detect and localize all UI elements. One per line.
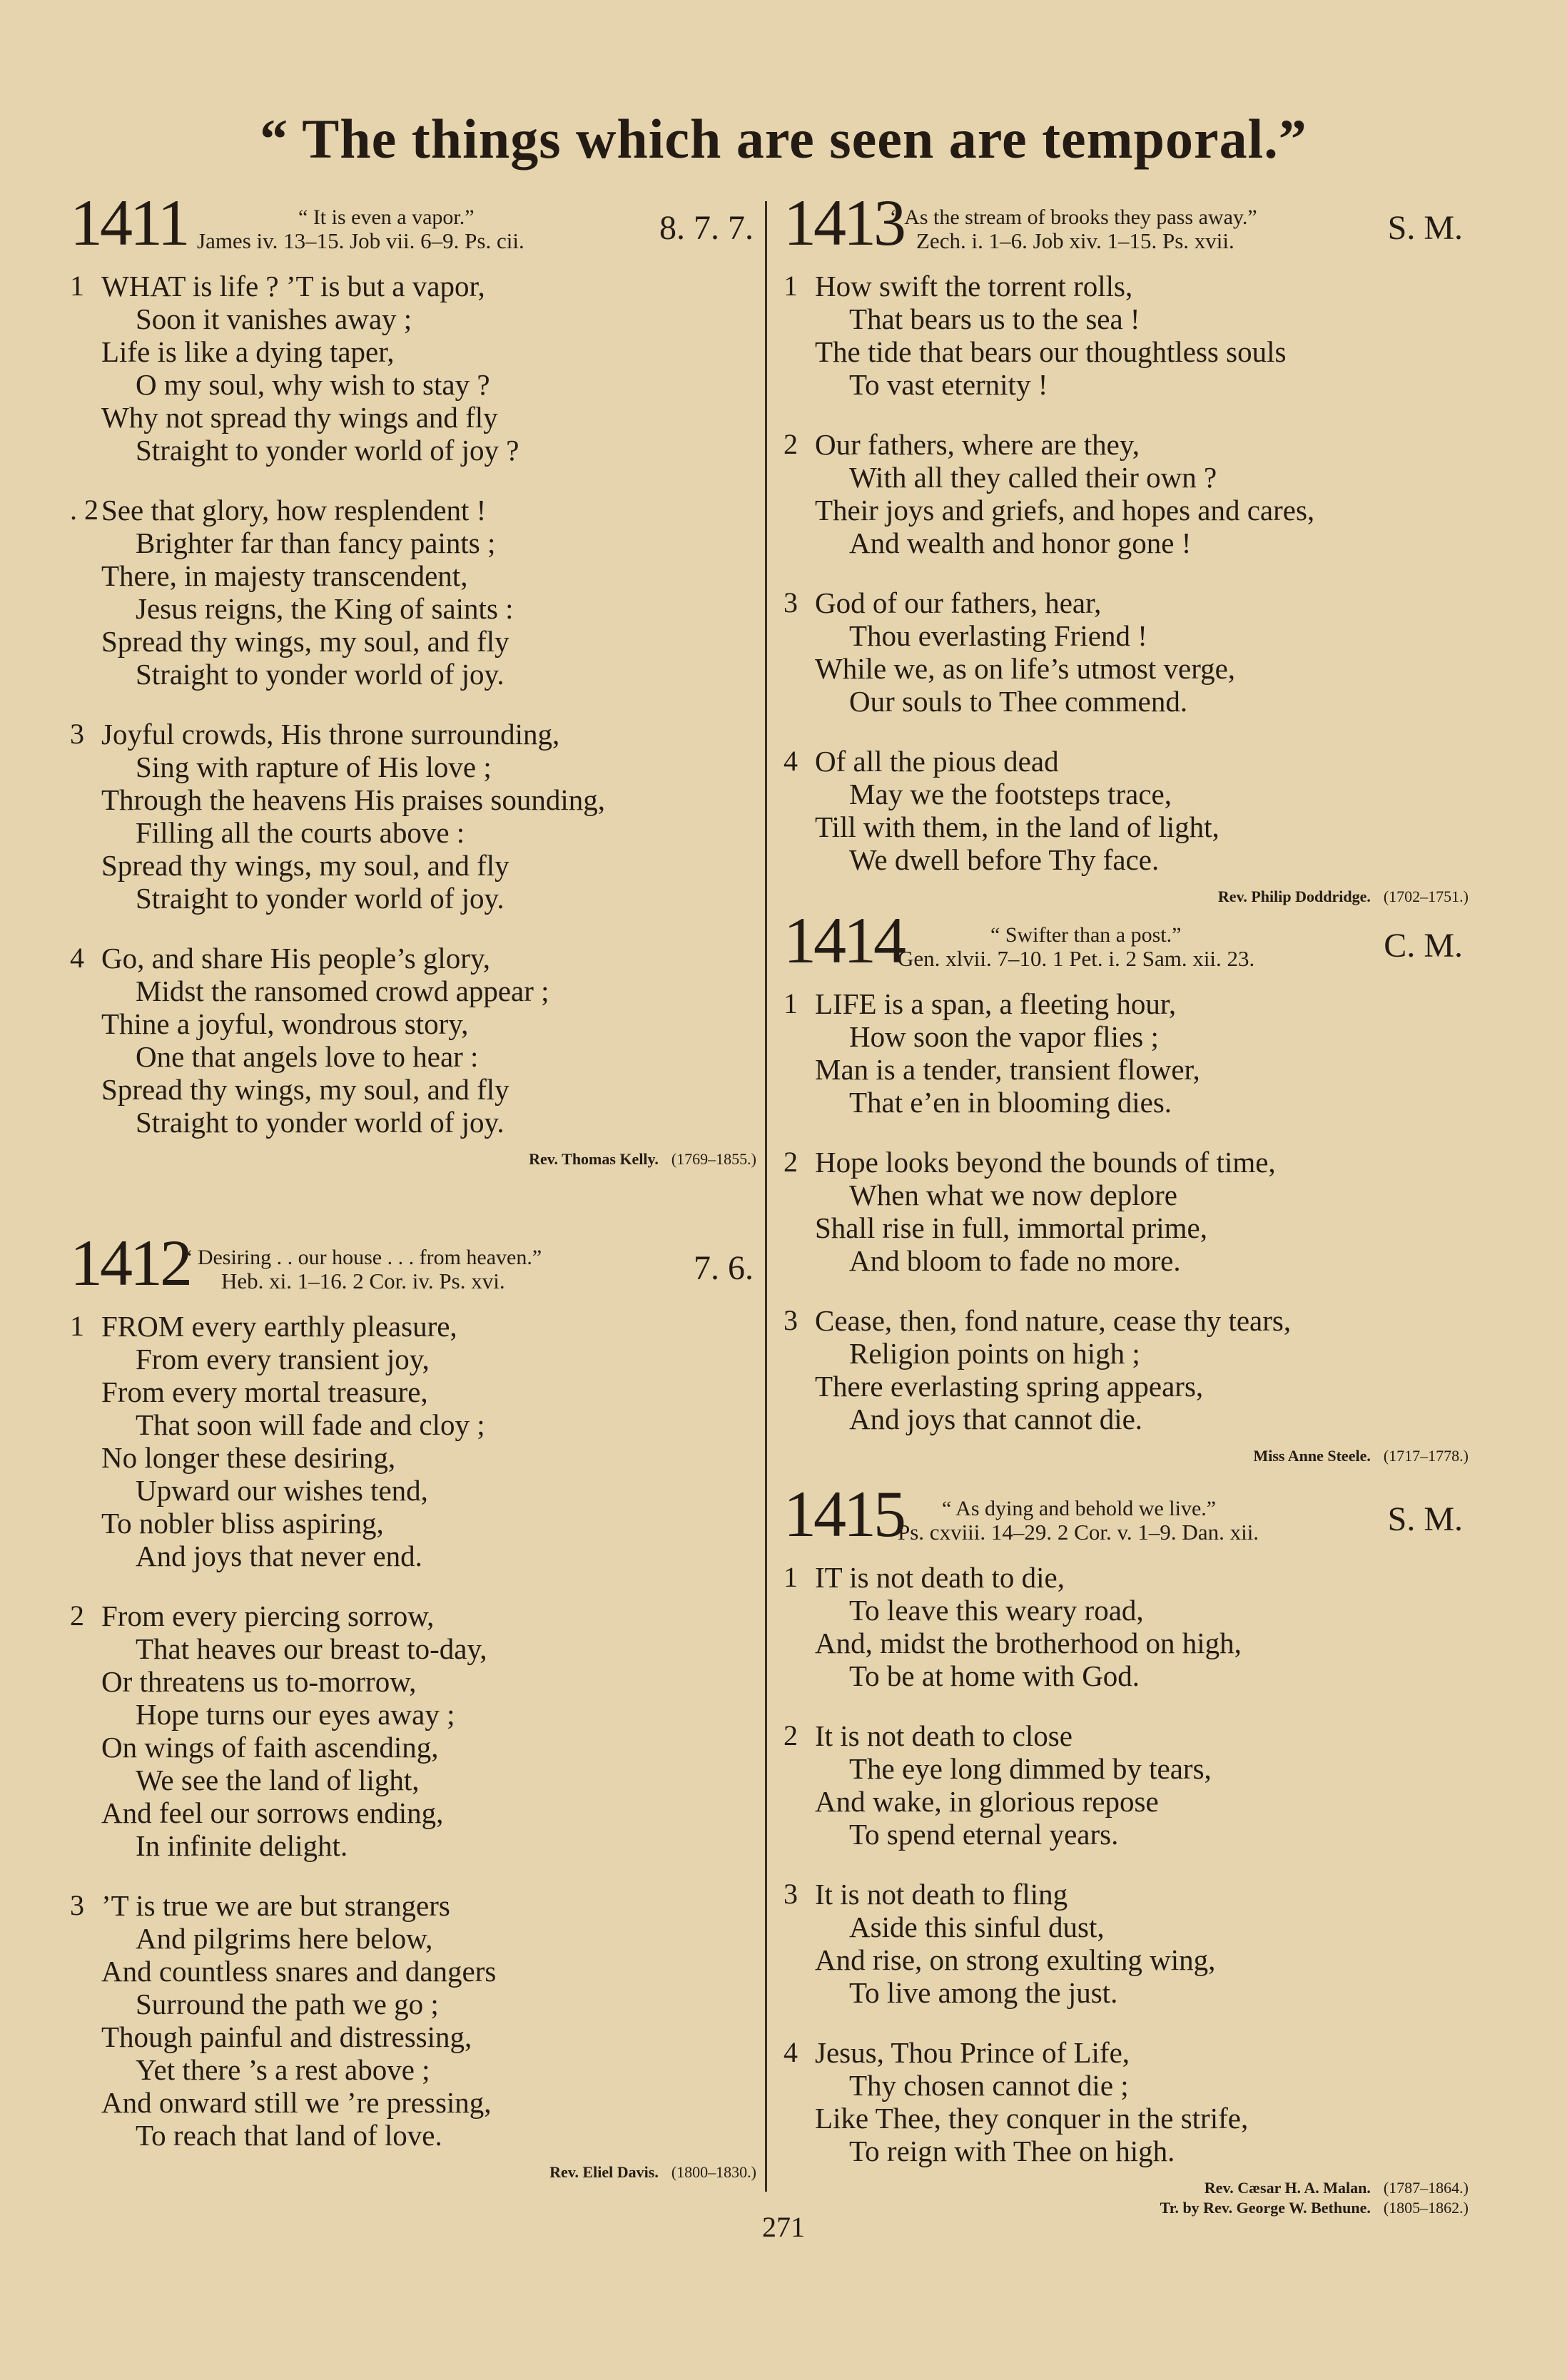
verse-line: On wings of faith ascending, — [101, 1731, 439, 1764]
verse-line: And rise, on strong exulting wing, — [815, 1943, 1216, 1976]
stanza — [70, 494, 756, 691]
hymn-scripture-refs: James iv. 13–15. Job vii. 6–9. Ps. cii. — [197, 228, 524, 253]
stanza — [70, 270, 756, 467]
verse-line: The eye long dimmed by tears, — [849, 1752, 1212, 1785]
verse-line: From every mortal treasure, — [101, 1375, 428, 1408]
stanza-number: 2 — [784, 1719, 798, 1751]
hymn-epigraph: “ It is even a vapor.” — [298, 205, 475, 229]
verse-line: Shall rise in full, immortal prime, — [815, 1211, 1207, 1244]
stanza — [784, 2036, 1469, 2167]
stanza-number: 3 — [70, 718, 84, 750]
verse-line: It is not death to fling — [815, 1878, 1068, 1911]
verse-line: And countless snares and dangers — [101, 1955, 497, 1988]
hymn-meter: S. M. — [1387, 1500, 1463, 1538]
verse-line: Spread thy wings, my soul, and fly — [101, 625, 509, 658]
verse-line: Straight to yonder world of joy ? — [136, 434, 519, 467]
verse-line: IT is not death to die, — [815, 1561, 1065, 1594]
verse-line: And joys that cannot die. — [849, 1403, 1143, 1435]
stanza — [784, 428, 1469, 559]
stanza-number: 2 — [70, 1600, 84, 1632]
verse-line: With all they called their own ? — [849, 461, 1217, 494]
verse-line: To reach that land of love. — [136, 2119, 442, 2152]
author-name: Miss Anne Steele. — [1253, 1447, 1371, 1465]
hymn-meter: 8. 7. 7. — [659, 209, 754, 247]
verse-line: And pilgrims here below, — [136, 1922, 433, 1955]
author-attribution — [70, 2163, 756, 2182]
verse-line: No longer these desiring, — [101, 1441, 396, 1474]
stanza-number: 3 — [70, 1889, 84, 1921]
hymn-scripture-refs: Heb. xi. 1–16. 2 Cor. iv. Ps. xvi. — [221, 1268, 505, 1293]
hymn-epigraph: “ Desiring . . our house . . . from heaven.” — [183, 1246, 542, 1269]
verse-line: Thou everlasting Friend ! — [849, 619, 1147, 652]
stanza-number: 1 — [784, 270, 798, 302]
verse-line: How swift the torrent rolls, — [815, 270, 1133, 302]
verse-line: Like Thee, they conquer in the strife, — [815, 2102, 1249, 2135]
verse-line: Of all the pious dead — [815, 745, 1059, 778]
verse-line: From every piercing sorrow, — [101, 1600, 435, 1632]
stanza-number: 4 — [70, 942, 84, 974]
verse-line: Hope turns our eyes away ; — [136, 1698, 455, 1731]
verse-line: Spread thy wings, my soul, and fly — [101, 1073, 509, 1106]
verse-line: LIFE is a span, a fleeting hour, — [815, 987, 1177, 1020]
verse-line: That e’en in blooming dies. — [849, 1086, 1172, 1119]
stanza-number: 2 — [784, 428, 798, 460]
verse-line: We dwell before Thy face. — [849, 843, 1160, 876]
stanza-number: 4 — [784, 745, 798, 777]
author-name: Tr. by Rev. George W. Bethune. — [1160, 2199, 1371, 2217]
hymn-number: 1415 — [784, 1478, 903, 1550]
author-attribution — [70, 1150, 756, 1169]
verse-line: And onward still we ’re pressing, — [101, 2086, 492, 2119]
hymn-epigraph: “ Swifter than a post.” — [990, 923, 1182, 947]
verse-line: Man is a tender, transient flower, — [815, 1053, 1200, 1086]
verse-line: To spend eternal years. — [849, 1818, 1119, 1851]
hymn-number: 1414 — [784, 904, 903, 977]
verse-line: When what we now deplore — [849, 1179, 1177, 1211]
author-years: (1800–1830.) — [671, 2163, 756, 2181]
stanza-number: 1 — [784, 1561, 798, 1593]
verse-line: To reign with Thee on high. — [849, 2135, 1175, 2167]
verse-line: We see the land of light, — [136, 1764, 420, 1796]
stanza — [784, 1561, 1469, 1692]
verse-line: Their joys and griefs, and hopes and cares, — [815, 494, 1315, 527]
hymn-1411 — [70, 186, 756, 1169]
verse-line: ’T is true we are but strangers — [101, 1889, 450, 1922]
verse-line: That heaves our breast to-day, — [136, 1632, 487, 1665]
hymn-meter: C. M. — [1384, 927, 1463, 965]
column-divider — [765, 201, 767, 2192]
stanza — [784, 1304, 1469, 1435]
author-attribution — [784, 2179, 1469, 2197]
verse-line: And bloom to fade no more. — [849, 1244, 1181, 1277]
stanza-number: . 2 — [70, 494, 98, 526]
stanza — [784, 586, 1469, 718]
verse-line: Spread thy wings, my soul, and fly — [101, 849, 509, 882]
verse-line: O my soul, why wish to stay ? — [136, 368, 490, 401]
verse-line: Hope looks beyond the bounds of time, — [815, 1146, 1276, 1179]
stanza — [784, 1719, 1469, 1851]
verse-line: Life is like a dying taper, — [101, 335, 395, 368]
stanza-number: 1 — [70, 1310, 84, 1342]
verse-line: And feel our sorrows ending, — [101, 1796, 444, 1829]
stanza — [784, 1146, 1469, 1277]
stanza-number: 4 — [784, 2036, 798, 2068]
verse-line: To live among the just. — [849, 1976, 1118, 2009]
hymn-scripture-refs: Zech. i. 1–6. Job xiv. 1–15. Ps. xvii. — [916, 228, 1234, 253]
author-years: (1805–1862.) — [1383, 2199, 1469, 2217]
author-name: Rev. Cæsar H. A. Malan. — [1204, 2179, 1371, 2197]
verse-line: Surround the path we go ; — [136, 1988, 439, 2020]
verse-line: Straight to yonder world of joy. — [136, 882, 504, 915]
verse-line: In infinite delight. — [136, 1829, 348, 1862]
verse-line: God of our fathers, hear, — [815, 586, 1102, 619]
hymn-meter: S. M. — [1387, 209, 1463, 247]
verse-line: To be at home with God. — [849, 1659, 1140, 1692]
verse-line: And, midst the brotherhood on high, — [815, 1627, 1242, 1659]
stanza-number: 2 — [784, 1146, 798, 1178]
stanza-number: 3 — [784, 1878, 798, 1910]
verse-line: Joyful crowds, His throne surrounding, — [101, 718, 560, 751]
verse-line: To nobler bliss aspiring, — [101, 1507, 384, 1540]
verse-line: WHAT is life ? ’T is but a vapor, — [101, 270, 485, 302]
verse-line: And joys that never end. — [136, 1540, 422, 1572]
stanza — [784, 270, 1469, 401]
verse-line: Jesus reigns, the King of saints : — [136, 592, 514, 625]
verse-line: Midst the ransomed crowd appear ; — [136, 975, 549, 1007]
verse-line: Why not spread thy wings and fly — [101, 401, 498, 434]
verse-line: Religion points on high ; — [849, 1337, 1140, 1370]
verse-line: That bears us to the sea ! — [849, 302, 1140, 335]
verse-line: One that angels love to hear : — [136, 1040, 479, 1073]
verse-line: See that glory, how resplendent ! — [101, 494, 487, 527]
verse-line: FROM every earthly pleasure, — [101, 1310, 457, 1343]
stanza-number: 1 — [784, 987, 798, 1019]
verse-line: Though painful and distressing, — [101, 2020, 472, 2053]
verse-line: Thy chosen cannot die ; — [849, 2069, 1129, 2102]
author-years: (1787–1864.) — [1383, 2179, 1469, 2197]
verse-line: Thine a joyful, wondrous story, — [101, 1007, 469, 1040]
stanza-number: 3 — [784, 586, 798, 619]
author-name: Rev. Thomas Kelly. — [529, 1150, 659, 1168]
hymn-epigraph: “ As dying and behold we live.” — [942, 1497, 1217, 1520]
verse-line: The tide that bears our thoughtless souls — [815, 335, 1287, 368]
author-years: (1702–1751.) — [1383, 888, 1469, 905]
author-name: Rev. Philip Doddridge. — [1217, 888, 1371, 905]
stanza — [784, 987, 1469, 1119]
verse-line: Through the heavens His praises sounding, — [101, 783, 605, 816]
hymn-epigraph: “ As the stream of brooks they pass away.” — [891, 205, 1257, 229]
hymn-1415 — [784, 1478, 1469, 2217]
hymn-scripture-refs: Ps. cxviii. 14–29. 2 Cor. v. 1–9. Dan. xii. — [898, 1520, 1259, 1545]
stanza — [784, 1878, 1469, 2009]
stanza — [70, 1600, 756, 1862]
stanza — [70, 1310, 756, 1572]
verse-line: May we the footsteps trace, — [849, 778, 1172, 810]
stanza — [784, 745, 1469, 876]
verse-line: To vast eternity ! — [849, 368, 1048, 401]
verse-line: How soon the vapor flies ; — [849, 1020, 1159, 1053]
verse-line: Aside this sinful dust, — [849, 1911, 1105, 1943]
hymn-scripture-refs: Gen. xlvii. 7–10. 1 Pet. i. 2 Sam. xii. 23. — [898, 946, 1255, 971]
stanza-number: 3 — [784, 1304, 798, 1336]
verse-line: It is not death to close — [815, 1719, 1072, 1752]
author-years: (1717–1778.) — [1383, 1447, 1469, 1465]
hymn-1414 — [784, 904, 1469, 1465]
verse-line: And wealth and honor gone ! — [849, 527, 1192, 559]
verse-line: Brighter far than fancy paints ; — [136, 527, 496, 559]
verse-line: While we, as on life’s utmost verge, — [815, 652, 1236, 685]
verse-line: Or threatens us to-morrow, — [101, 1665, 417, 1698]
author-name: Rev. Eliel Davis. — [549, 2163, 659, 2181]
author-years: (1769–1855.) — [671, 1150, 756, 1168]
stanza-number: 1 — [70, 270, 84, 302]
verse-line: From every transient joy, — [136, 1343, 430, 1375]
verse-line: Straight to yonder world of joy. — [136, 658, 504, 691]
page-number: 271 — [762, 2211, 805, 2243]
hymn-1412 — [70, 1226, 756, 2182]
verse-line: To leave this weary road, — [849, 1594, 1144, 1627]
author-attribution — [784, 1447, 1469, 1465]
verse-line: Soon it vanishes away ; — [136, 302, 412, 335]
stanza — [70, 718, 756, 915]
verse-line: Go, and share His people’s glory, — [101, 942, 491, 975]
page-title: “ The things which are seen are temporal.” — [260, 108, 1307, 170]
verse-line: Jesus, Thou Prince of Life, — [815, 2036, 1130, 2069]
verse-line: Yet there ’s a rest above ; — [136, 2053, 430, 2086]
verse-line: Our fathers, where are they, — [815, 428, 1140, 461]
hymn-number: 1411 — [70, 186, 188, 259]
verse-line: Filling all the courts above : — [136, 816, 465, 849]
verse-line: Cease, then, fond nature, cease thy tears, — [815, 1304, 1292, 1337]
verse-line: There everlasting spring appears, — [815, 1370, 1204, 1403]
hymn-1413 — [784, 186, 1469, 906]
verse-line: Upward our wishes tend, — [136, 1474, 428, 1507]
verse-line: Our souls to Thee commend. — [849, 685, 1188, 718]
hymn-meter: 7. 6. — [694, 1249, 754, 1287]
stanza — [70, 942, 756, 1139]
verse-line: Straight to yonder world of joy. — [136, 1106, 504, 1139]
hymn-number: 1413 — [784, 186, 903, 259]
verse-line: There, in majesty transcendent, — [101, 559, 468, 592]
verse-line: Sing with rapture of His love ; — [136, 751, 492, 783]
stanza — [70, 1889, 756, 2152]
hymn-number: 1412 — [70, 1226, 190, 1299]
verse-line: And wake, in glorious repose — [815, 1785, 1159, 1818]
verse-line: Till with them, in the land of light, — [815, 810, 1219, 843]
verse-line: That soon will fade and cloy ; — [136, 1408, 485, 1441]
